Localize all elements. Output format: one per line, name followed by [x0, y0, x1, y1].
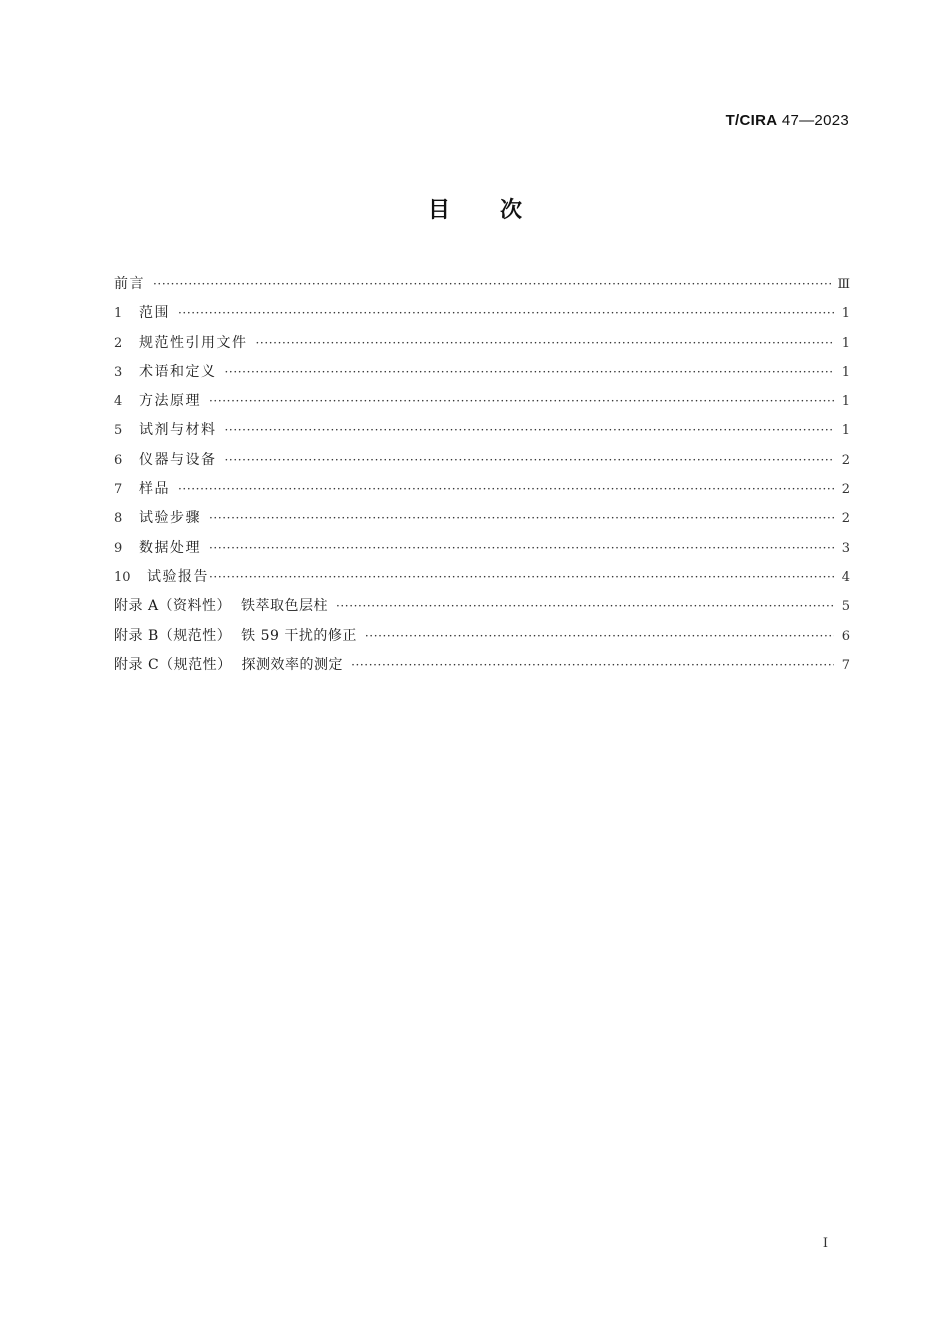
- toc-leader-dots: [225, 358, 835, 387]
- standard-code-prefix: T/CIRA: [725, 112, 778, 129]
- toc-entry-label: 附录 C（规范性） 探测效率的测定: [114, 656, 344, 673]
- toc-entry-number: 3: [114, 364, 123, 380]
- toc-entry-page: 1: [841, 306, 850, 322]
- toc-entry-page: 1: [841, 335, 850, 351]
- toc-entry-number: 4: [114, 394, 123, 410]
- toc-entry-number: 8: [114, 511, 123, 527]
- toc-entry-7[interactable]: [114, 475, 850, 504]
- standard-code-suffix: 47—2023: [777, 112, 849, 129]
- toc-entry-page: 7: [841, 657, 850, 673]
- toc-entry-page: 2: [841, 482, 850, 498]
- toc-entry-page: 1: [841, 423, 850, 439]
- toc-leader-dots: [225, 416, 835, 445]
- toc-entry-8[interactable]: [114, 504, 850, 533]
- standard-code: [726, 112, 849, 129]
- toc-entry-page: 2: [841, 452, 850, 468]
- toc-entry-1[interactable]: [114, 299, 850, 328]
- toc-entry-appendix-c[interactable]: [114, 651, 850, 680]
- toc-leader-dots: [336, 592, 834, 621]
- toc-leader-dots: [209, 563, 834, 592]
- toc-leader-dots: [209, 504, 834, 533]
- toc-entry-number: 1: [114, 306, 123, 322]
- toc-entry-label: 试验步骤: [139, 510, 201, 527]
- toc-entry-page: 2: [841, 511, 850, 527]
- toc-leader-dots: [209, 534, 834, 563]
- toc-entry-number: 5: [114, 423, 123, 439]
- toc-leader-dots: [209, 387, 834, 416]
- toc-entry-3[interactable]: [114, 358, 850, 387]
- toc-entry-number: 9: [114, 540, 123, 556]
- toc-entry-label: 方法原理: [139, 393, 201, 410]
- toc-entry-10[interactable]: [114, 563, 850, 592]
- toc-entry-page: 1: [841, 364, 850, 380]
- toc-entry-page: 1: [841, 394, 850, 410]
- toc-leader-dots: [225, 446, 835, 475]
- toc-entry-label: 范围: [139, 305, 170, 322]
- toc-entry-label: 仪器与设备: [139, 451, 217, 468]
- toc-entry-6[interactable]: [114, 446, 850, 475]
- table-of-contents: [114, 270, 850, 680]
- toc-leader-dots: [365, 622, 834, 651]
- toc-entry-foreword[interactable]: [114, 270, 850, 299]
- toc-entry-number: 10: [114, 569, 131, 585]
- page-number: I: [822, 1236, 828, 1251]
- toc-entry-page: 3: [841, 540, 850, 556]
- toc-entry-label: 前言: [114, 276, 145, 292]
- toc-entry-appendix-a[interactable]: [114, 592, 850, 621]
- toc-entry-page: 5: [841, 599, 850, 615]
- toc-leader-dots: [153, 270, 831, 299]
- toc-entry-label: 附录 B（规范性） 铁 59 干扰的修正: [114, 627, 357, 644]
- page-title: 目次: [427, 198, 572, 223]
- toc-entry-4[interactable]: [114, 387, 850, 416]
- toc-entry-label: 数据处理: [139, 539, 201, 556]
- toc-entry-number: 2: [114, 335, 123, 351]
- toc-entry-page: 6: [841, 628, 850, 644]
- toc-entry-label: 附录 A（资料性） 铁萃取色层柱: [114, 598, 328, 615]
- toc-leader-dots: [178, 475, 834, 504]
- toc-entry-9[interactable]: [114, 534, 850, 563]
- toc-entry-label: 样品: [139, 481, 170, 498]
- toc-leader-dots: [351, 651, 834, 680]
- toc-entry-number: 6: [114, 452, 123, 468]
- toc-entry-label: 规范性引用文件: [139, 334, 248, 351]
- toc-entry-appendix-b[interactable]: [114, 622, 850, 651]
- toc-entry-page: Ⅲ: [837, 277, 850, 292]
- toc-entry-number: 7: [114, 482, 123, 498]
- toc-entry-label: 术语和定义: [139, 363, 217, 380]
- toc-entry-label: 试剂与材料: [139, 422, 217, 439]
- toc-leader-dots: [178, 299, 834, 328]
- toc-leader-dots: [256, 329, 835, 358]
- toc-entry-label: 试验报告: [147, 568, 209, 585]
- toc-entry-page: 4: [841, 569, 850, 585]
- toc-entry-2[interactable]: [114, 329, 850, 358]
- toc-entry-5[interactable]: [114, 416, 850, 445]
